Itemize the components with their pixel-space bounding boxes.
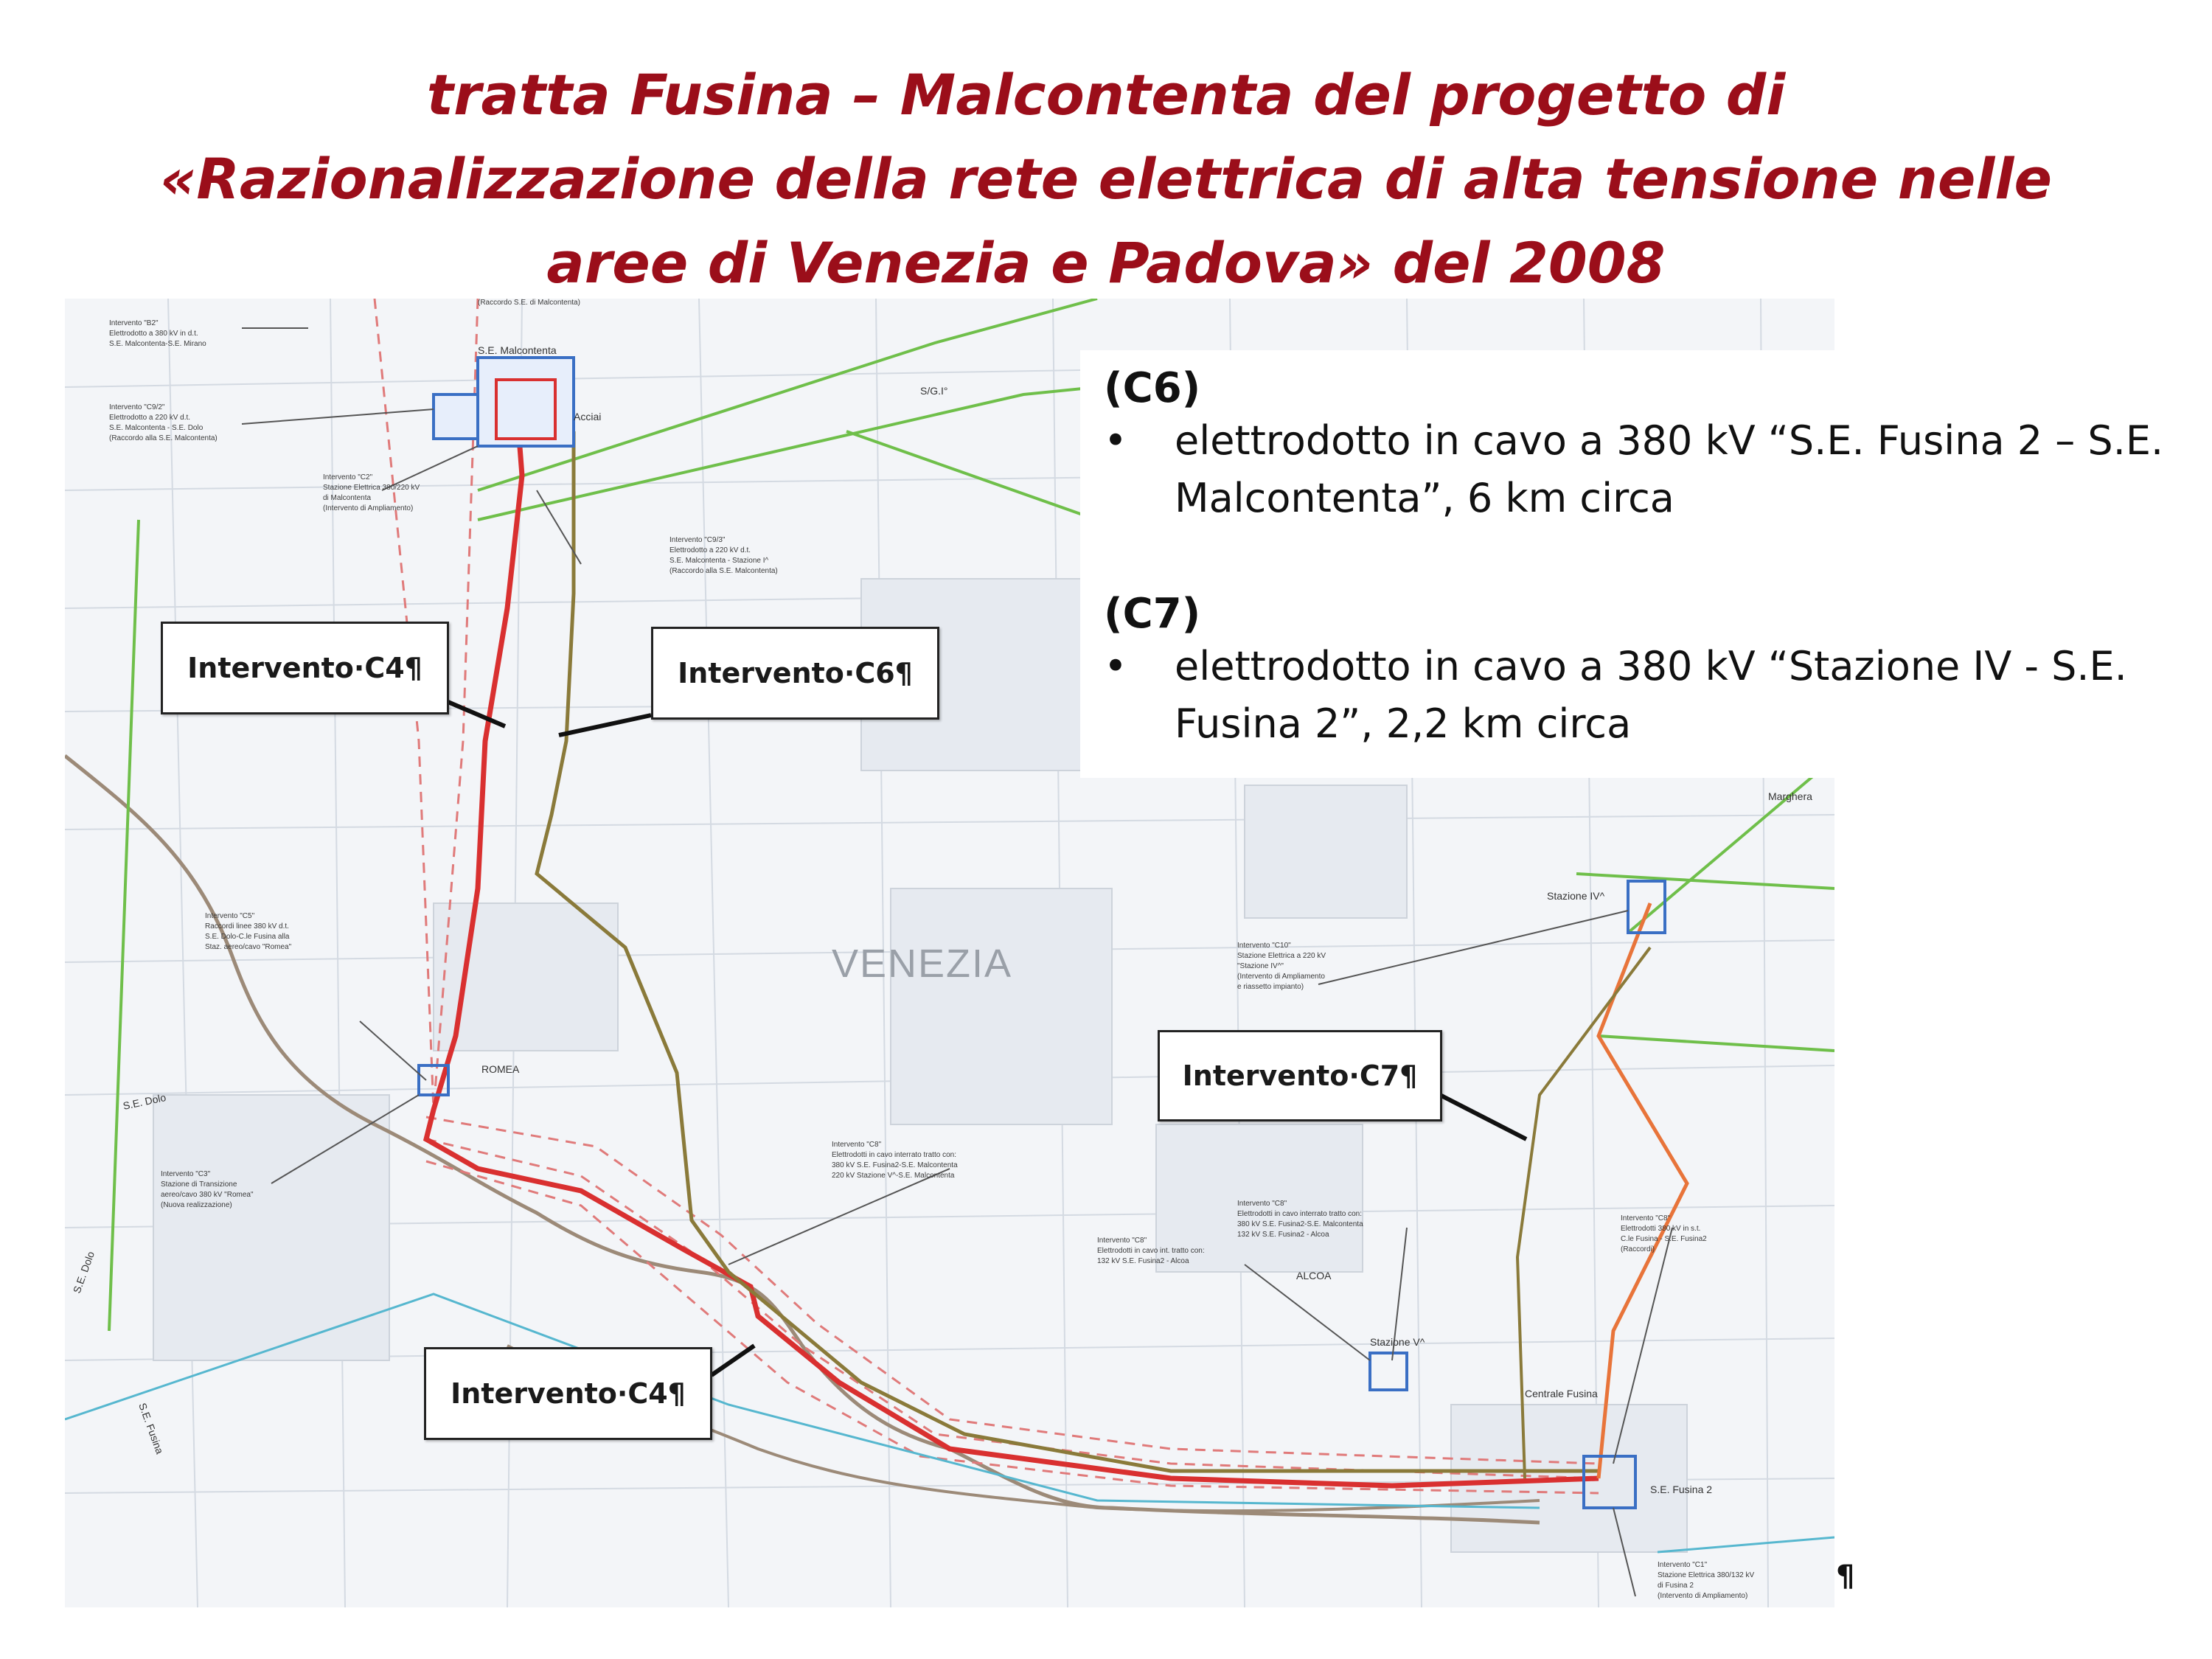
info-heading-c7: (C7) [1104,590,1201,638]
svg-text:Raccordi linee 380 kV d.t.: Raccordi linee 380 kV d.t. [205,922,289,931]
place-romea: ROMEA [481,1063,520,1075]
place-alcoa: ALCOA [1296,1270,1332,1281]
svg-text:220 kV Stazione V^-S.E. Malcon: 220 kV Stazione V^-S.E. Malcontenta [832,1172,955,1180]
callout-c4-bottom: Intervento·C4¶ [424,1347,712,1440]
title-line-2: «Razionalizzazione della rete elettrica di alta tensione nelle [159,146,2053,212]
route-c7 [1599,903,1687,1478]
svg-text:S.E. Dolo-C.le Fusina alla: S.E. Dolo-C.le Fusina alla [205,933,290,941]
svg-text:C.le Fusina - S.E. Fusina2: C.le Fusina - S.E. Fusina2 [1621,1235,1707,1243]
place-malcontenta: S.E. Malcontenta [478,344,557,356]
svg-text:Intervento "C9/3": Intervento "C9/3" [669,536,726,544]
title-line-1: tratta Fusina – Malcontenta del progetto di [426,62,1786,128]
note-c8-a [832,1141,958,1180]
city-label-venezia: VENEZIA [832,942,1013,986]
bullet-c7: • [1104,643,1127,689]
svg-text:Stazione Elettrica a 220 kV: Stazione Elettrica a 220 kV [1237,952,1326,960]
info-section-c7 [1104,591,2207,753]
place-stazione-v: Stazione V^ [1370,1336,1425,1348]
svg-text:Elettrodotto a 220 kV d.t.: Elettrodotto a 220 kV d.t. [109,414,191,422]
place-fusina2: S.E. Fusina 2 [1650,1484,1713,1495]
svg-text:Elettrodotto a 380 kV in d.t.: Elettrodotto a 380 kV in d.t. [109,330,198,338]
svg-text:(Intervento di Ampliamento): (Intervento di Ampliamento) [1658,1592,1748,1600]
place-centrale-fusina: Centrale Fusina [1525,1388,1598,1399]
svg-text:di Malcontenta: di Malcontenta [323,494,372,502]
svg-text:Intervento "C1": Intervento "C1" [1658,1561,1708,1569]
svg-text:aereo/cavo 380 kV "Romea": aereo/cavo 380 kV "Romea" [161,1191,254,1199]
place-se-dolo-2: S.E. Dolo [70,1249,97,1295]
place-acciai: Acciai [574,411,602,422]
note-b2 [109,319,206,348]
callout-c6: Intervento·C6¶ [651,627,939,720]
info-panel [1080,350,2212,778]
info-heading-c6: (C6) [1104,364,1201,412]
note-c9-2 [109,403,218,442]
callout-c7: Intervento·C7¶ [1158,1030,1442,1121]
svg-text:(Intervento di Ampliamento: (Intervento di Ampliamento [1237,973,1325,981]
svg-text:S.E. Malcontenta - Stazione I^: S.E. Malcontenta - Stazione I^ [669,557,769,565]
svg-text:(Raccordo alla S.E. Malcontent: (Raccordo alla S.E. Malcontenta) [109,434,218,442]
svg-text:(Raccordi): (Raccordi) [1621,1245,1655,1253]
info-text-c7: elettrodotto in cavo a 380 kV “Stazione IV - S.E. Fusina 2”, 2,2 km circa [1175,643,2127,747]
svg-text:Elettrodotti 380 kV in s.t.: Elettrodotti 380 kV in s.t. [1621,1225,1701,1233]
callout-c4-top: Intervento·C4¶ [161,622,449,714]
place-raccordo-top: (Raccordo S.E. di Malcontenta) [478,299,580,307]
svg-text:S.E. Malcontenta - S.E. Dolo: S.E. Malcontenta - S.E. Dolo [109,424,204,432]
svg-text:Intervento "C2": Intervento "C2" [323,473,373,481]
place-se-fusina: S.E. Fusina [136,1401,166,1456]
place-marghera: Marghera [1768,790,1812,802]
place-sgi: S/G.I° [920,385,948,397]
info-item-c7 [1104,638,2207,753]
svg-text:Intervento "C5": Intervento "C5" [205,912,255,920]
slide-title [0,53,2212,305]
svg-text:Elettrodotti in cavo interrato: Elettrodotti in cavo interrato tratto con: [832,1151,956,1159]
station-malcontenta-symbol [434,358,574,446]
svg-text:380 kV S.E. Fusina2-S.E. Malco: 380 kV S.E. Fusina2-S.E. Malcontenta [832,1161,958,1169]
svg-text:Intervento "C3": Intervento "C3" [161,1170,211,1178]
note-c8-d [1621,1214,1707,1253]
svg-text:Staz. aereo/cavo "Romea": Staz. aereo/cavo "Romea" [205,943,292,951]
svg-text:Intervento "C8": Intervento "C8" [1097,1237,1147,1245]
svg-text:Stazione Elettrica 380/220 kV: Stazione Elettrica 380/220 kV [323,484,420,492]
note-c5 [205,912,292,951]
svg-text:S.E. Malcontenta-S.E. Mirano: S.E. Malcontenta-S.E. Mirano [109,340,206,348]
svg-text:Intervento "C8": Intervento "C8" [832,1141,882,1149]
svg-text:e riassetto impianto): e riassetto impianto) [1237,983,1304,991]
info-text-c6: elettrodotto in cavo a 380 kV “S.E. Fusina 2 – S.E. Malcontenta”, 6 km circa [1175,417,2164,521]
note-c9-3 [669,536,778,575]
place-se-dolo: S.E. Dolo [122,1091,167,1112]
title-line-3: aree di Venezia e Padova» del 2008 [546,230,1666,296]
svg-text:Intervento "C8": Intervento "C8" [1621,1214,1671,1222]
svg-text:"Stazione IV^": "Stazione IV^" [1237,962,1284,970]
svg-text:Intervento "C10": Intervento "C10" [1237,942,1291,950]
info-section-c6 [1104,365,2207,527]
svg-text:132 kV S.E. Fusina2 - Alcoa: 132 kV S.E. Fusina2 - Alcoa [1237,1231,1329,1239]
svg-text:Stazione di Transizione: Stazione di Transizione [161,1180,237,1189]
note-c10 [1237,942,1326,991]
svg-text:Elettrodotto a 220 kV d.t.: Elettrodotto a 220 kV d.t. [669,546,751,554]
bullet-c6: • [1104,417,1127,464]
note-c1 [1658,1561,1755,1600]
pilcrow-mark: ¶ [1836,1559,1855,1593]
svg-text:380 kV S.E. Fusina2-S.E. Malco: 380 kV S.E. Fusina2-S.E. Malcontenta [1237,1220,1363,1228]
svg-text:Elettrodotti in cavo interrato: Elettrodotti in cavo interrato tratto con: [1237,1210,1362,1218]
svg-text:Elettrodotti in cavo int. trat: Elettrodotti in cavo int. tratto con: [1097,1247,1205,1255]
svg-text:Intervento "C9/2": Intervento "C9/2" [109,403,165,411]
svg-text:132 kV S.E. Fusina2 - Alcoa: 132 kV S.E. Fusina2 - Alcoa [1097,1257,1189,1265]
station-v-symbol [1370,1353,1407,1390]
svg-text:Stazione Elettrica 380/132 kV: Stazione Elettrica 380/132 kV [1658,1571,1755,1579]
svg-text:Intervento "B2": Intervento "B2" [109,319,159,327]
svg-text:di Fusina 2: di Fusina 2 [1658,1582,1694,1590]
place-stazione-iv: Stazione IV^ [1547,890,1605,902]
svg-text:(Intervento di Ampliamento): (Intervento di Ampliamento) [323,504,414,512]
svg-text:(Raccordo alla S.E. Malcontent: (Raccordo alla S.E. Malcontenta) [669,567,778,575]
svg-text:Intervento "C8": Intervento "C8" [1237,1200,1287,1208]
svg-text:(Nuova realizzazione): (Nuova realizzazione) [161,1201,232,1209]
info-item-c6 [1104,412,2207,527]
